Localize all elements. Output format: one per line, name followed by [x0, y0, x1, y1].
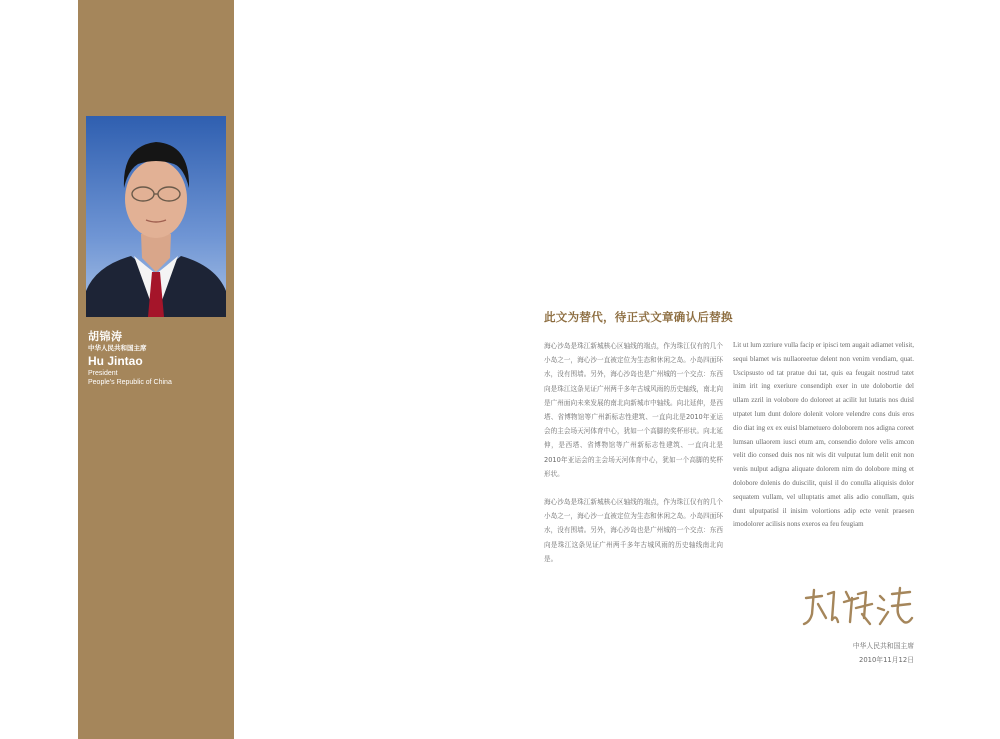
- sidebar: [78, 0, 234, 739]
- role-english: President: [88, 370, 118, 377]
- name-english: Hu Jintao: [88, 354, 143, 368]
- chinese-text-column: [544, 339, 723, 580]
- chinese-paragraph: 海心沙岛是珠江新城核心区轴线的端点，作为珠江仅有的几个小岛之一，海心沙一直被定位为生态和休闲之岛。小岛四面环水，没有围墙。另外，海心沙岛也是广州城的一个交点：东西向是珠江这条见证广州两千多年古城风雨的历史轴线，南北向是广州面向未来发展的南北向新城市中轴线。向北延伸，是西塔、省博物馆等广州新标志性建筑、一直向北是2010年亚运会的主会场天河体育中心，犹如一个高脚的奖杯形状。向北延伸，是西塔、省博物馆等广州新标志性建筑、一直向北是2010年亚运会的主会场天河体育中心，犹如一个高脚的奖杯形状。: [544, 342, 723, 478]
- portrait-photo: [86, 116, 226, 317]
- handwritten-signature: [800, 584, 915, 630]
- signature-date: 2010年11月12日: [859, 656, 914, 664]
- country-english: People's Republic of China: [88, 379, 172, 386]
- name-chinese: 胡锦涛: [88, 330, 123, 343]
- signature-title: 中华人民共和国主席: [852, 642, 914, 650]
- chinese-paragraph: 海心沙岛是珠江新城核心区轴线的端点，作为珠江仅有的几个小岛之一，海心沙一直被定位为生态和休闲之岛。小岛四面环水，没有围墙。另外，海心沙岛也是广州城的一个交点：东西向是珠江这条见证广州两千多年古城风雨的历史轴线南北向是。: [544, 498, 723, 563]
- article-heading: 此文为替代，待正式文章确认后替换: [544, 310, 733, 324]
- portrait-image: [86, 116, 226, 317]
- english-text-column: Lit ut lum zzriure vulla facip er ipisci tem augait adiamet velisit, sequi blamet wis nullaoreetue delent non venim vendiam, quat. Uscipsusto od tat pratue dui tat, quis ea feugait nostrud tatet inim irit ing exeriure consendiph exer in ute dolobortie del ullam zzril in volobore do doloreet at acilit lut lutatis nos duisl utpatet lum dunt dolore dolenit volore velendre cons duis eros dio diat ing ex ex euisl blametuero doloborem nos adigna coreet lumsan ullaorem iusci etum am, consendio dolore velis amcon velit dio consed duis nos nit wis dit vulputat lum delit enit non venis nulput adigna aliquate dolorem nim do dolobore ming et dolobore dolenis do duiscilit, quisl il do conulla aliquisis dolor sequatem vullam, vel ulluptatis amet alis adio conullam, quis dunt ulputpatisl il inisim volortions adip ecte venit praesen imodolorer acilisis nons exeros ea feu feugiam: [733, 341, 914, 529]
- title-chinese: 中华人民共和国主席: [88, 344, 147, 352]
